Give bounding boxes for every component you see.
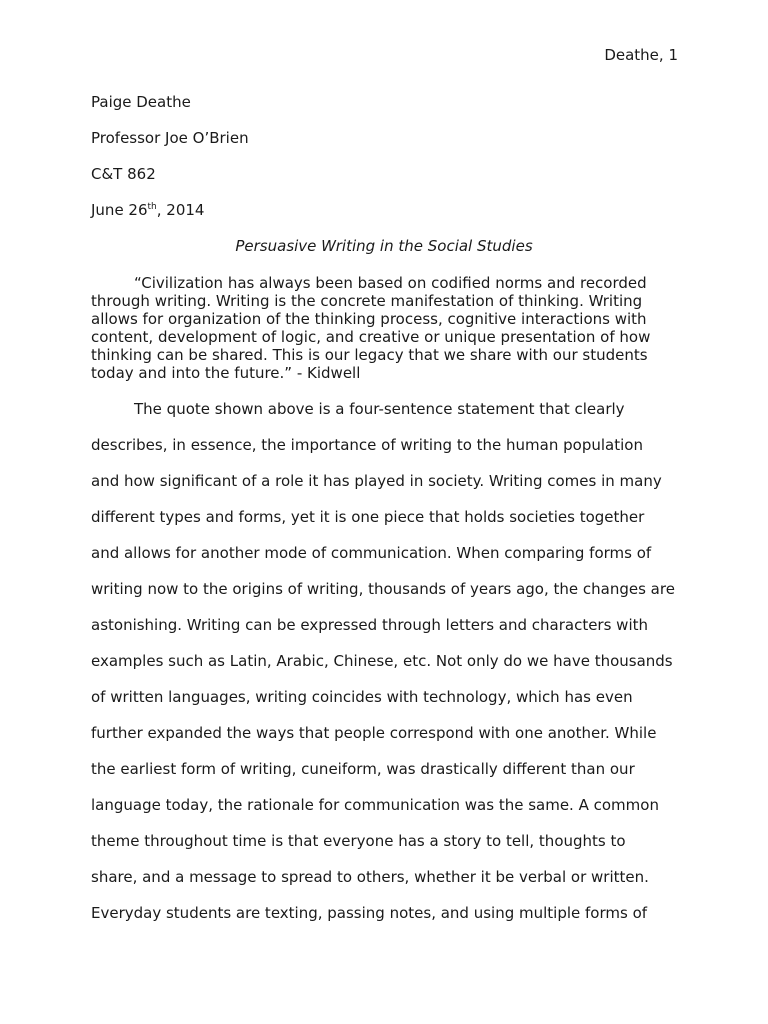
quote-line: allows for organization of the thinking process, cognitive interactions with	[91, 310, 647, 328]
body-line: examples such as Latin, Arabic, Chinese, etc. Not only do we have thousands	[91, 652, 673, 670]
quote-line: content, development of logic, and creative or unique presentation of how	[91, 328, 651, 346]
date-year: , 2014	[156, 201, 205, 219]
document-date	[91, 201, 249, 237]
body-line: theme throughout time is that everyone has a story to tell, thoughts to	[91, 832, 626, 850]
body-line: of written languages, writing coincides with technology, which has even	[91, 688, 633, 706]
course-code: C&T 862	[91, 165, 156, 183]
page-header: Deathe, 1	[604, 46, 678, 64]
body-line: share, and a message to spread to others, whether it be verbal or written.	[91, 868, 649, 886]
professor-name: Professor Joe O’Brien	[91, 129, 249, 147]
body-line: writing now to the origins of writing, thousands of years ago, the changes are	[91, 580, 675, 598]
block-quote	[91, 274, 677, 382]
body-line: Everyday students are texting, passing notes, and using multiple forms of	[91, 904, 648, 922]
body-line: the earliest form of writing, cuneiform, was drastically different than our	[91, 760, 635, 778]
quote-line: thinking can be shared. This is our legacy that we share with our students	[91, 346, 648, 364]
quote-line: “Civilization has always been based on codified norms and recorded	[134, 274, 647, 292]
quote-line: today and into the future.” - Kidwell	[91, 364, 361, 382]
body-line: language today, the rationale for communication was the same. A common	[91, 796, 659, 814]
body-line: astonishing. Writing can be expressed through letters and characters with	[91, 616, 649, 634]
document-title: Persuasive Writing in the Social Studies	[235, 237, 533, 255]
quote-line: through writing. Writing is the concrete manifestation of thinking. Writing	[91, 292, 643, 310]
body-line: The quote shown above is a four-sentence statement that clearly	[134, 400, 625, 418]
date-month-day: June 26	[91, 201, 148, 219]
body-paragraph	[91, 400, 681, 940]
author-name: Paige Deathe	[91, 93, 191, 111]
date-ordinal-suffix: th	[147, 202, 157, 212]
body-line: and allows for another mode of communication. When comparing forms of	[91, 544, 652, 562]
body-line: describes, in essence, the importance of writing to the human population	[91, 436, 643, 454]
body-line: different types and forms, yet it is one piece that holds societies together	[91, 508, 645, 526]
body-line: further expanded the ways that people correspond with one another. While	[91, 724, 657, 742]
heading-block	[91, 93, 249, 237]
body-line: and how significant of a role it has played in society. Writing comes in many	[91, 472, 662, 490]
